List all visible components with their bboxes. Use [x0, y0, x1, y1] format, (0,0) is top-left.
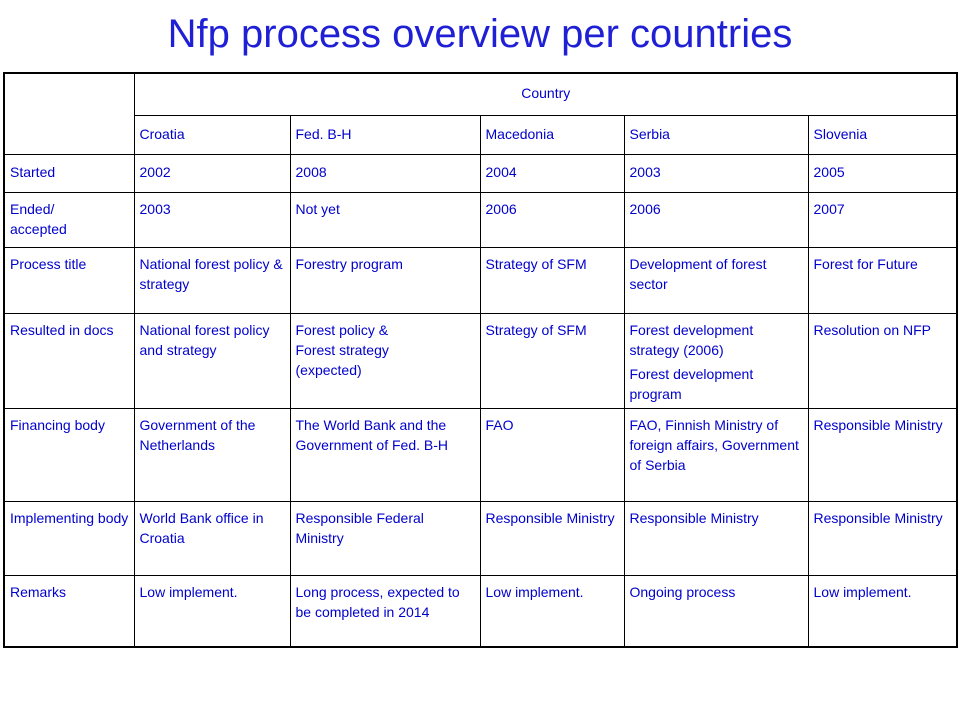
page-title: Nfp process overview per countries: [167, 12, 793, 56]
table-cell: Responsible Ministry: [808, 408, 957, 501]
row-label-line: Ended/: [10, 200, 55, 217]
table-row: [4, 247, 957, 313]
table-cell: Forest for Future: [808, 247, 957, 313]
table-cell: Strategy of SFM: [480, 313, 624, 408]
table-cell: Ongoing process: [624, 575, 808, 647]
row-label: Resulted in docs: [4, 313, 134, 408]
row-label: Implementing body: [4, 501, 134, 575]
table-cell: National forest policy & strategy: [134, 247, 290, 313]
table-row: [4, 408, 957, 501]
table-cell: Development of forest sector: [624, 247, 808, 313]
table-cell: 2006: [624, 192, 808, 247]
table-row: [4, 501, 957, 575]
row-label: Financing body: [4, 408, 134, 501]
row-label-line: accepted: [10, 220, 67, 237]
table-row: [4, 313, 957, 408]
table-cell: Government of the Netherlands: [134, 408, 290, 501]
table-cell: Responsible Federal Ministry: [290, 501, 480, 575]
table-cell: The World Bank and the Government of Fed. B-H: [290, 408, 480, 501]
country-header: Slovenia: [808, 115, 957, 154]
cell-line: Forest policy &: [295, 321, 389, 338]
table-cell: [624, 313, 808, 408]
corner-cell: [4, 73, 134, 154]
table-cell: Not yet: [290, 192, 480, 247]
table-cell: Low implement.: [134, 575, 290, 647]
table-cell: 2005: [808, 154, 957, 192]
table-row: [4, 192, 957, 247]
table-row: [4, 154, 957, 192]
cell-line: Forest strategy: [295, 341, 389, 358]
country-header: Serbia: [624, 115, 808, 154]
table-cell: [290, 313, 480, 408]
country-header: Macedonia: [480, 115, 624, 154]
table-cell: Resolution on NFP: [808, 313, 957, 408]
country-header: Fed. B-H: [290, 115, 480, 154]
table-cell: 2004: [480, 154, 624, 192]
row-label: Process title: [4, 247, 134, 313]
table-cell: Long process, expected to be completed in 2014: [290, 575, 480, 647]
table-cell: Strategy of SFM: [480, 247, 624, 313]
table-cell: 2003: [624, 154, 808, 192]
table-cell: World Bank office in Croatia: [134, 501, 290, 575]
row-label: Remarks: [4, 575, 134, 647]
table-cell: 2006: [480, 192, 624, 247]
row-label: [4, 192, 134, 247]
cell-line: (expected): [295, 361, 362, 378]
table-cell: Responsible Ministry: [808, 501, 957, 575]
table-cell: Low implement.: [480, 575, 624, 647]
country-group-header: Country: [134, 73, 957, 115]
table-cell: 2002: [134, 154, 290, 192]
table-cell: Low implement.: [808, 575, 957, 647]
table-cell: 2003: [134, 192, 290, 247]
table-header-row: [4, 73, 957, 115]
table-cell: Responsible Ministry: [480, 501, 624, 575]
table-cell: 2007: [808, 192, 957, 247]
row-label: Started: [4, 154, 134, 192]
table-cell: FAO: [480, 408, 624, 501]
country-row: [4, 115, 957, 154]
country-header: Croatia: [134, 115, 290, 154]
cell-line: Forest development strategy (2006): [629, 321, 754, 358]
nfp-process-table: [3, 72, 958, 648]
table-cell: Forestry program: [290, 247, 480, 313]
table-cell: 2008: [290, 154, 480, 192]
table-row: [4, 575, 957, 647]
cell-line: Forest development program: [629, 365, 754, 402]
table-cell: FAO, Finnish Ministry of foreign affairs, Government of Serbia: [624, 408, 808, 501]
table-cell: National forest policy and strategy: [134, 313, 290, 408]
table-cell: Responsible Ministry: [624, 501, 808, 575]
